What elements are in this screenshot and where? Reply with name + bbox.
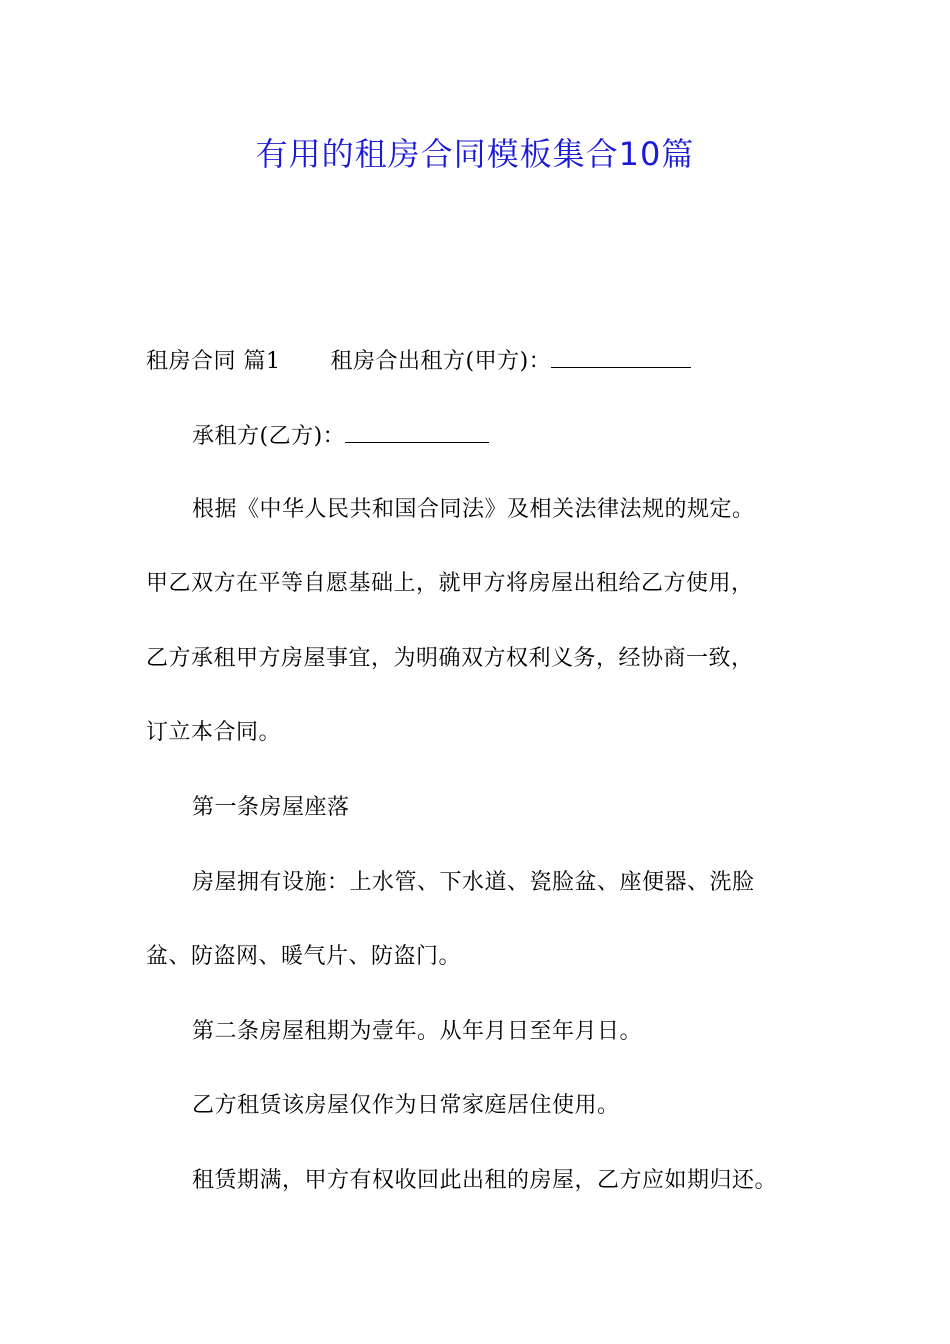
paragraph-line: 甲乙双方在平等自愿基础上，就甲方将房屋出租给乙方使用， (146, 571, 754, 596)
lessor-label: 租房合出租方(甲方)： (330, 349, 552, 374)
lessee-label: 承租方(乙方)： (192, 424, 346, 449)
paragraph-line: 订立本合同。 (146, 720, 282, 745)
paragraph-line: 乙方租赁该房屋仅作为日常家庭居住使用。 (192, 1093, 620, 1118)
contract-section-label: 租房合同 篇1 (146, 349, 281, 374)
paragraph-line: 乙方承租甲方房屋事宜，为明确双方权利义务，经协商一致， (146, 646, 754, 671)
document-title: 有用的租房合同模板集合10篇 (255, 135, 695, 173)
article-heading: 第二条房屋租期为壹年。从年月日至年月日。 (192, 1019, 643, 1044)
contract-heading-line (146, 345, 691, 377)
paragraph-line: 盆、防盗网、暖气片、防盗门。 (146, 944, 462, 969)
paragraph-line: 根据《中华人民共和国合同法》及相关法律法规的规定。 (192, 497, 755, 522)
paragraph-line: 房屋拥有设施：上水管、下水道、瓷脸盆、座便器、洗脸 (192, 870, 755, 895)
lessee-blank (345, 420, 489, 443)
lessee-line (192, 420, 489, 452)
lessor-blank (551, 345, 691, 368)
paragraph-line: 租赁期满，甲方有权收回此出租的房屋，乙方应如期归还。 (192, 1168, 778, 1193)
article-heading: 第一条房屋座落 (192, 795, 350, 820)
